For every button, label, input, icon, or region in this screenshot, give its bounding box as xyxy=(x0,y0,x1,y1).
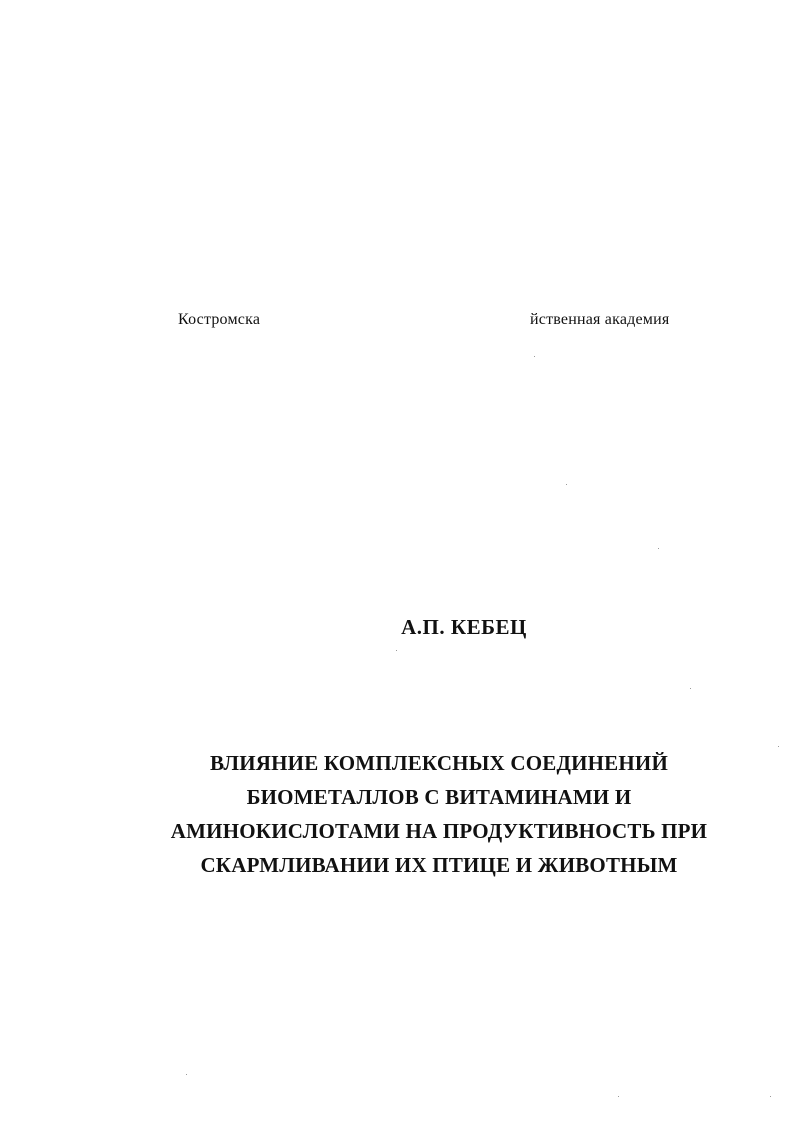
scan-speck xyxy=(618,1096,619,1097)
scan-speck xyxy=(690,688,691,689)
title-line-1: ВЛИЯНИЕ КОМПЛЕКСНЫХ СОЕДИНЕНИЙ xyxy=(209,751,668,775)
scan-speck xyxy=(534,356,535,357)
institution-name-left-fragment: Костромска xyxy=(178,311,261,328)
author-name: А.П. КЕБЕЦ xyxy=(401,615,527,639)
scan-speck xyxy=(396,650,397,651)
scan-speck xyxy=(778,746,779,747)
scan-speck xyxy=(186,1074,187,1075)
title-line-3: АМИНОКИСЛОТАМИ НА ПРОДУКТИВНОСТЬ ПРИ xyxy=(170,819,708,843)
scan-speck xyxy=(658,548,659,549)
document-title xyxy=(0,746,798,882)
institution-name-right-fragment: йственная академия xyxy=(530,311,670,328)
title-line-2: БИОМЕТАЛЛОВ С ВИТАМИНАМИ И xyxy=(246,785,632,809)
title-line-4: СКАРМЛИВАНИИ ИХ ПТИЦЕ И ЖИВОТНЫМ xyxy=(200,853,678,877)
scan-speck xyxy=(566,484,567,485)
scan-speck xyxy=(770,1096,771,1097)
